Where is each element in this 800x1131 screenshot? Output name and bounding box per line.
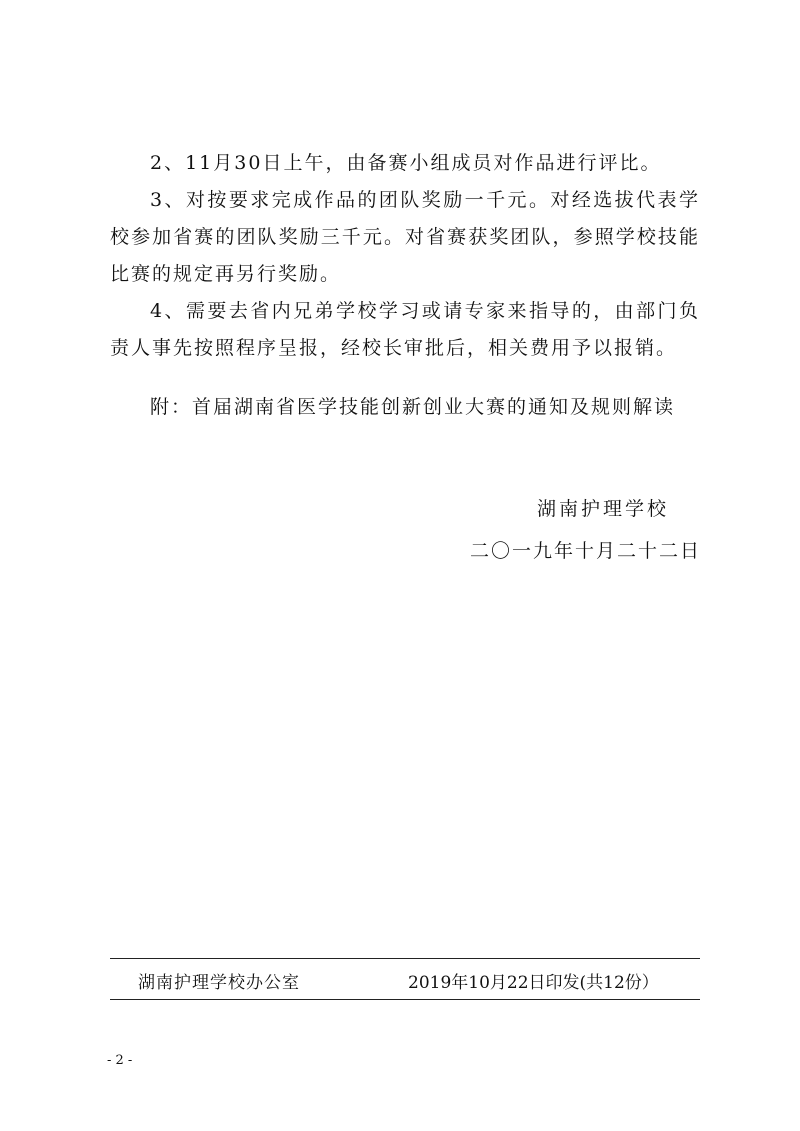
attachment-note: 附：首届湖南省医学技能创新创业大赛的通知及规则解读 <box>150 396 676 418</box>
paragraph-item-4: 4、需要去省内兄弟学校学习或请专家来指导的，由部门负责人事先按照程序呈报，经校长审批后，相关费用予以报销。 <box>110 300 700 359</box>
page-number: - 2 - <box>107 1053 133 1068</box>
footer-top-rule <box>110 958 700 959</box>
footer-bottom-rule <box>110 999 700 1000</box>
paragraph-item-3: 3、对按要求完成作品的团队奖励一千元。对经选拔代表学校参加省赛的团队奖励三千元。对省赛获奖团队，参照学校技能比赛的规定再另行奖励。 <box>110 189 700 285</box>
paragraph-item-2: 2、11月30日上午，由备赛小组成员对作品进行评比。 <box>150 152 662 174</box>
footer-issue-note: 2019年10月22日印发(共12份） <box>408 973 659 993</box>
footer-issuer: 湖南护理学校办公室 <box>138 973 300 993</box>
signature-date: 二〇一九年十月二十二日 <box>470 540 702 562</box>
signature-organization: 湖南护理学校 <box>537 498 670 520</box>
